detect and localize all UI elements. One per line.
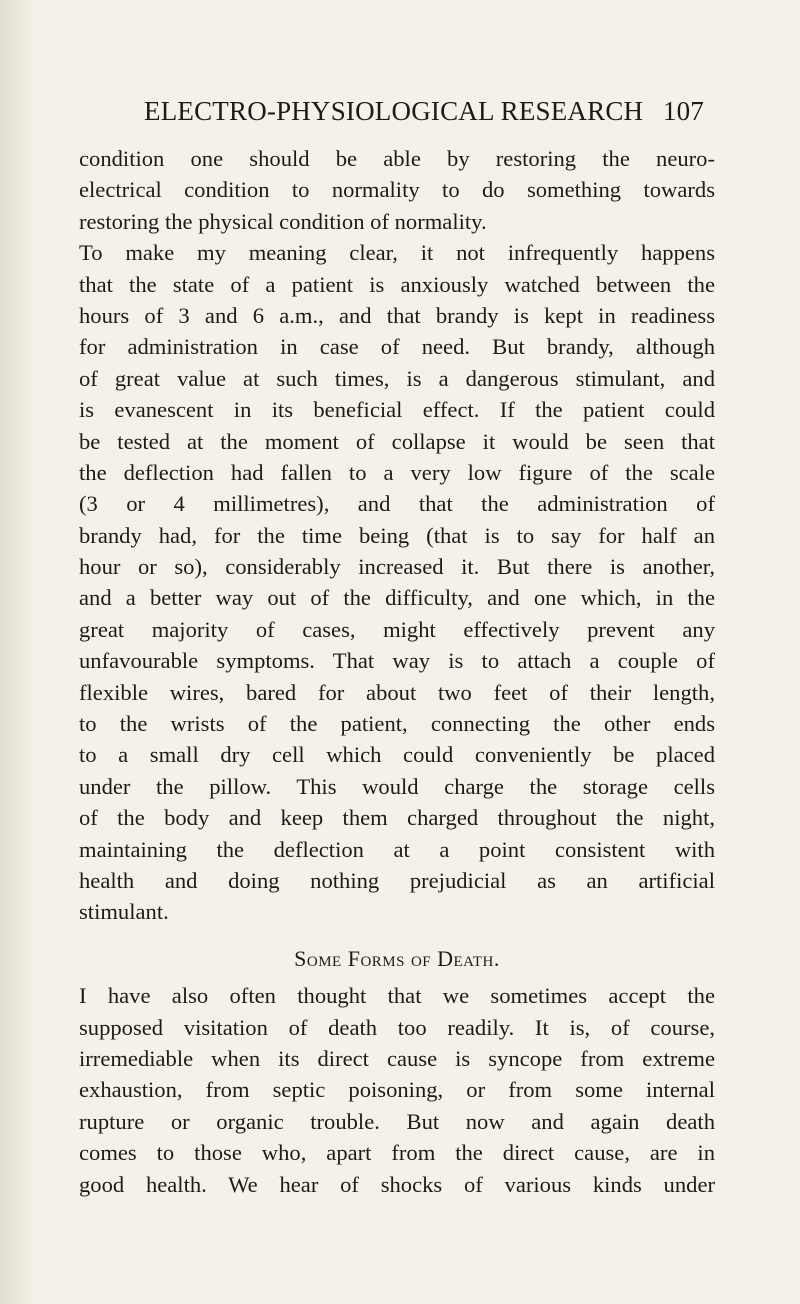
text-line: hours of 3 and 6 a.m., and that brandy is kept in readiness xyxy=(79,302,715,328)
text-line: and a better way out of the difficulty, and one which, in the xyxy=(79,585,715,611)
text-line: is evanescent in its beneficial effect. If the patient could xyxy=(79,397,715,423)
page-number: 107 xyxy=(662,96,704,126)
text-line: to the wrists of the patient, connecting the other ends xyxy=(79,711,715,737)
running-title: ELECTRO-PHYSIOLOGICAL RESEARCH xyxy=(144,96,644,126)
section-heading: Some Forms of Death. xyxy=(294,945,500,971)
text-line: hour or so), considerably increased it. But there is another, xyxy=(79,554,715,580)
body-text xyxy=(79,143,715,1200)
text-line: exhaustion, from septic poisoning, or from some internal xyxy=(79,1077,715,1103)
text-line: To make my meaning clear, it not infrequently happens xyxy=(79,240,715,266)
text-line: great majority of cases, might effectively prevent any xyxy=(79,616,715,642)
text-line: be tested at the moment of collapse it would be seen that xyxy=(79,428,715,454)
text-line: supposed visitation of death too readily. It is, of course, xyxy=(79,1014,715,1040)
text-line: that the state of a patient is anxiously watched between the xyxy=(79,271,715,297)
running-header xyxy=(144,96,704,126)
text-line: irremediable when its direct cause is syncope from extreme xyxy=(79,1045,715,1071)
text-line: unfavourable symptoms. That way is to attach a couple of xyxy=(79,648,715,674)
text-line: health and doing nothing prejudicial as an artificial xyxy=(79,867,715,893)
text-line: good health. We hear of shocks of various kinds under xyxy=(79,1171,715,1197)
text-line: of the body and keep them charged throughout the night, xyxy=(79,805,715,831)
text-line: maintaining the deflection at a point consistent with xyxy=(79,836,715,862)
text-line: brandy had, for the time being (that is to say for half an xyxy=(79,522,715,548)
text-line: I have also often thought that we sometimes accept the xyxy=(79,983,715,1009)
text-line: condition one should be able by restoring the neuro- xyxy=(79,146,715,171)
text-line: flexible wires, bared for about two feet of their length, xyxy=(79,679,715,705)
text-line: for administration in case of need. But brandy, although xyxy=(79,334,715,360)
paragraph xyxy=(79,237,715,928)
text-line: to a small dry cell which could conveniently be placed xyxy=(79,742,715,768)
text-line: of great value at such times, is a dangerous stimulant, and xyxy=(79,365,715,391)
text-line: comes to those who, apart from the direct cause, are in xyxy=(79,1140,715,1166)
text-line: electrical condition to normality to do something towards xyxy=(79,177,715,203)
text-line: restoring the physical condition of normality. xyxy=(79,208,487,234)
text-line: under the pillow. This would charge the storage cells xyxy=(79,773,715,799)
text-line: the deflection had fallen to a very low figure of the scale xyxy=(79,459,715,485)
text-line: (3 or 4 millimetres), and that the administration of xyxy=(79,491,715,517)
text-line: stimulant. xyxy=(79,899,169,925)
text-line: rupture or organic trouble. But now and again death xyxy=(79,1108,715,1134)
paragraph xyxy=(79,143,715,237)
paragraph xyxy=(79,980,715,1200)
